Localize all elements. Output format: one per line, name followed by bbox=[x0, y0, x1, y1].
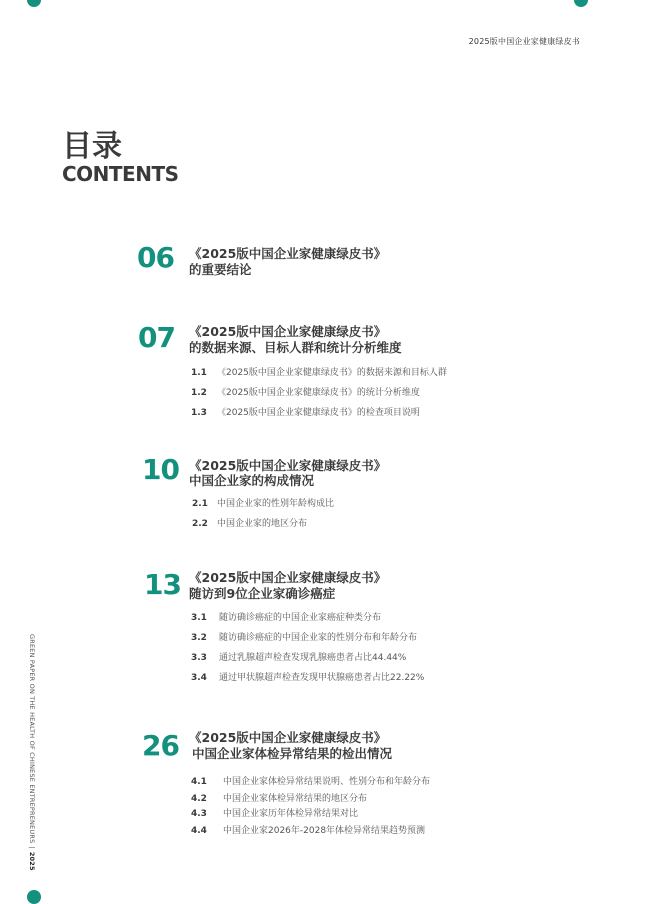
sidebar-year: 2025 bbox=[28, 851, 36, 871]
section-title-line1: 《2025版中国企业家健康绿皮书》 bbox=[189, 570, 387, 585]
subsection-text: 中国企业家的地区分布 bbox=[217, 519, 308, 529]
sidebar-title: GREEN PAPER ON THE HEALTH OF CHINESE ENTREPRENEURS bbox=[28, 634, 36, 844]
subsection-item[interactable] bbox=[191, 612, 381, 624]
section-title-line1: 《2025版中国企业家健康绿皮书》 bbox=[189, 324, 387, 339]
subsection-text: 中国企业家2026年-2028年体检异常结果趋势预测 bbox=[223, 826, 426, 836]
subsection-item[interactable] bbox=[191, 407, 420, 419]
subsection-item[interactable] bbox=[191, 776, 430, 788]
toc-title-en: CONTENTS bbox=[62, 162, 179, 186]
corner-dot-top-right bbox=[574, 0, 588, 7]
subsection-number: 1.1 bbox=[191, 368, 207, 378]
subsection-number: 3.4 bbox=[191, 673, 207, 683]
section-number: 10 bbox=[142, 453, 179, 486]
subsection-number: 1.3 bbox=[191, 408, 207, 418]
section-title-line2: 中国企业家的构成情况 bbox=[189, 473, 315, 488]
subsection-text: 《2025版中国企业家健康绿皮书》的数据来源和目标人群 bbox=[217, 368, 447, 378]
subsection-item[interactable] bbox=[191, 672, 424, 684]
section-title-line1: 《2025版中国企业家健康绿皮书》 bbox=[189, 730, 387, 745]
subsection-item[interactable] bbox=[191, 632, 417, 644]
subsection-item[interactable] bbox=[192, 518, 307, 530]
section-title-line2: 的数据来源、目标人群和统计分析维度 bbox=[189, 340, 402, 355]
subsection-item[interactable] bbox=[191, 387, 420, 399]
subsection-number: 2.1 bbox=[192, 499, 208, 509]
subsection-number: 3.3 bbox=[191, 653, 207, 663]
subsection-item[interactable] bbox=[191, 808, 358, 820]
subsection-number: 2.2 bbox=[192, 519, 208, 529]
subsection-text: 通过甲状腺超声检查发现甲状腺癌患者占比22.22% bbox=[219, 673, 425, 683]
subsection-item[interactable] bbox=[191, 652, 406, 664]
subsection-text: 中国企业家体检异常结果的地区分布 bbox=[223, 794, 368, 804]
section-number: 07 bbox=[138, 321, 175, 354]
section-title-line1: 《2025版中国企业家健康绿皮书》 bbox=[189, 458, 387, 473]
subsection-text: 《2025版中国企业家健康绿皮书》的检查项目说明 bbox=[217, 408, 420, 418]
header-title: 2025版中国企业家健康绿皮书 bbox=[468, 37, 580, 46]
toc-title-cn: 目录 bbox=[62, 129, 122, 164]
subsection-text: 中国企业家历年体检异常结果对比 bbox=[223, 809, 359, 819]
subsection-item[interactable] bbox=[191, 793, 367, 805]
section-number: 13 bbox=[144, 568, 181, 601]
subsection-item[interactable] bbox=[191, 825, 425, 837]
subsection-text: 随访确诊癌症的中国企业家的性别分布和年龄分布 bbox=[219, 633, 418, 643]
subsection-number: 3.1 bbox=[191, 613, 207, 623]
subsection-text: 中国企业家体检异常结果说明、性别分布和年龄分布 bbox=[223, 777, 431, 787]
subsection-text: 随访确诊癌症的中国企业家癌症种类分布 bbox=[219, 613, 382, 623]
section-number: 06 bbox=[137, 241, 174, 274]
corner-dot-bottom-left bbox=[27, 890, 41, 904]
subsection-number: 4.3 bbox=[191, 809, 207, 819]
subsection-number: 3.2 bbox=[191, 633, 207, 643]
sidebar-separator: | bbox=[28, 846, 36, 849]
subsection-text: 中国企业家的性别年龄构成比 bbox=[217, 499, 335, 509]
section-title-line2: 中国企业家体检异常结果的检出情况 bbox=[192, 746, 393, 761]
subsection-text: 通过乳腺超声检查发现乳腺癌患者占比44.44% bbox=[219, 653, 407, 663]
subsection-item[interactable] bbox=[192, 498, 334, 510]
section-title-line2: 的重要结论 bbox=[189, 262, 252, 277]
section-title-line2: 随访到9位企业家确诊癌症 bbox=[189, 586, 336, 601]
subsection-number: 4.4 bbox=[191, 826, 207, 836]
subsection-number: 4.1 bbox=[191, 777, 207, 787]
section-number: 26 bbox=[142, 729, 179, 762]
subsection-number: 4.2 bbox=[191, 794, 207, 804]
subsection-number: 1.2 bbox=[191, 388, 207, 398]
vertical-sidebar-text bbox=[28, 634, 36, 871]
subsection-item[interactable] bbox=[191, 367, 447, 379]
corner-dot-top-left bbox=[27, 0, 41, 7]
subsection-text: 《2025版中国企业家健康绿皮书》的统计分析维度 bbox=[217, 388, 420, 398]
section-title-line1: 《2025版中国企业家健康绿皮书》 bbox=[189, 246, 387, 261]
